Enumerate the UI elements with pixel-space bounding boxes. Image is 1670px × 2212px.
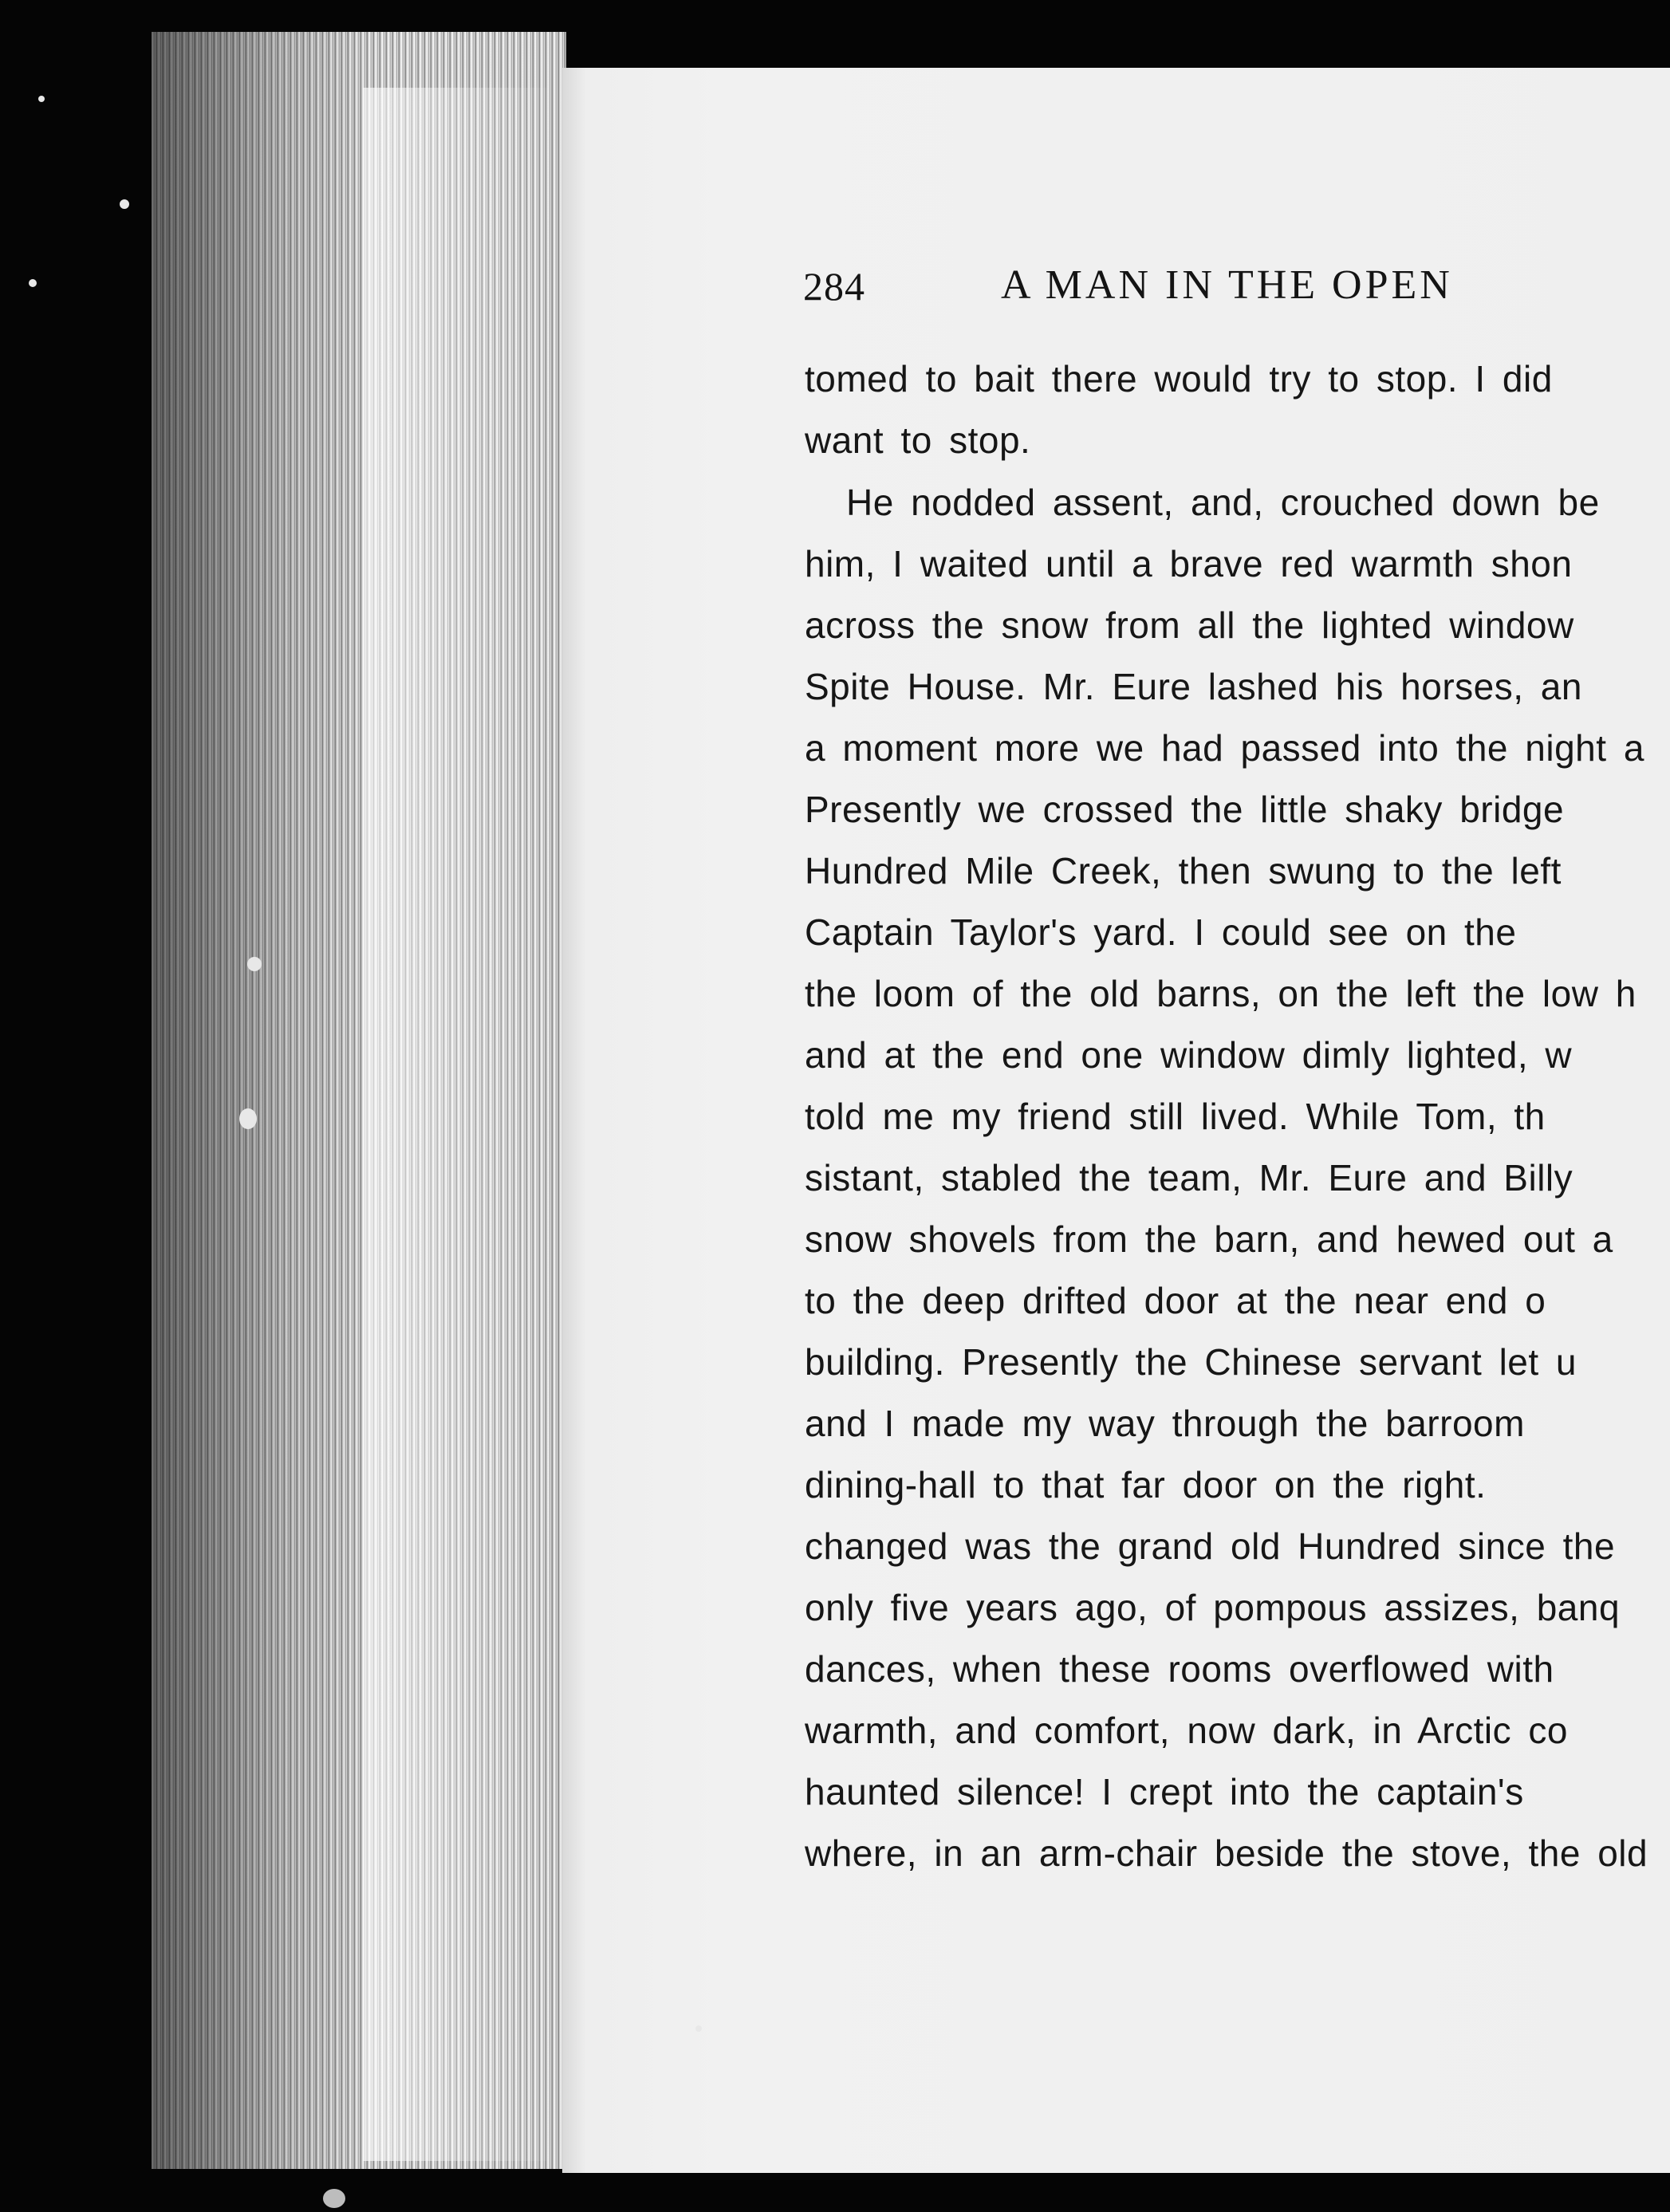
text-line: sistant, stabled the team, Mr. Eure and Billy: [805, 1157, 1574, 1198]
dust-speck: [120, 199, 129, 209]
text-line: He nodded assent, and, crouched down be: [846, 482, 1600, 523]
text-line: where, in an arm-chair beside the stove, the old: [805, 1832, 1648, 1874]
dust-speck: [247, 957, 262, 971]
text-line: dining-hall to that far door on the right.: [805, 1464, 1487, 1505]
text-line: dances, when these rooms overflowed with: [805, 1648, 1554, 1690]
text-line: him, I waited until a brave red warmth shon: [805, 543, 1573, 584]
dust-speck: [323, 2189, 345, 2208]
body-text: [805, 357, 1670, 1984]
text-line: to the deep drifted door at the near end o: [805, 1280, 1546, 1321]
page-edges-highlight: [363, 88, 546, 2161]
text-line: across the snow from all the lighted window: [805, 604, 1574, 646]
text-line: Hundred Mile Creek, then swung to the left: [805, 850, 1562, 891]
text-line: tomed to bait there would try to stop. I did: [805, 358, 1553, 399]
text-line: and I made my way through the barroom: [805, 1403, 1525, 1444]
text-line: want to stop.: [805, 419, 1031, 461]
text-line: building. Presently the Chinese servant let u: [805, 1341, 1577, 1383]
text-line: Spite House. Mr. Eure lashed his horses, an: [805, 666, 1582, 707]
text-line: a moment more we had passed into the night a: [805, 727, 1644, 769]
text-line: haunted silence! I crept into the captain's: [805, 1771, 1524, 1813]
text-line: Captain Taylor's yard. I could see on the: [805, 911, 1517, 953]
dust-speck: [38, 96, 45, 102]
text-line: told me my friend still lived. While Tom, th: [805, 1096, 1546, 1137]
text-line: warmth, and comfort, now dark, in Arctic co: [805, 1710, 1568, 1751]
dust-speck: [695, 2025, 702, 2032]
text-line: and at the end one window dimly lighted, w: [805, 1034, 1573, 1076]
text-line: snow shovels from the barn, and hewed out a: [805, 1218, 1613, 1260]
page-header: [803, 255, 1670, 319]
dust-speck: [29, 279, 37, 287]
dust-speck: [239, 1108, 257, 1129]
running-title: A MAN IN THE OPEN: [1001, 262, 1453, 308]
page-edges-shadow: [152, 32, 375, 2169]
text-line: changed was the grand old Hundred since the: [805, 1525, 1616, 1567]
text-line: the loom of the old barns, on the left the low h: [805, 973, 1637, 1014]
text-line: Presently we crossed the little shaky bridge: [805, 789, 1565, 830]
page-number: 284: [803, 264, 865, 309]
text-line: only five years ago, of pompous assizes, banq: [805, 1587, 1621, 1628]
